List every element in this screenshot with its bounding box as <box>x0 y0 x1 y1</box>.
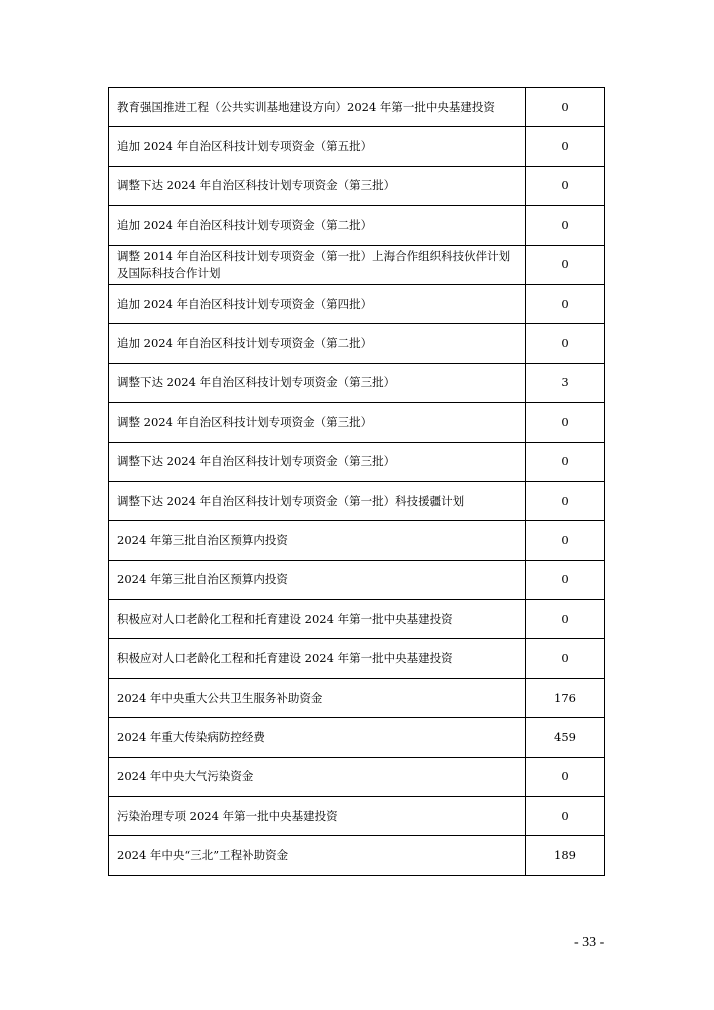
funding-item-name: 调整 2024 年自治区科技计划专项资金（第三批） <box>109 403 526 442</box>
funding-item-name: 追加 2024 年自治区科技计划专项资金（第二批） <box>109 206 526 245</box>
funding-item-name: 调整下达 2024 年自治区科技计划专项资金（第三批） <box>109 442 526 481</box>
funding-item-name: 调整下达 2024 年自治区科技计划专项资金（第三批） <box>109 363 526 402</box>
table-row <box>109 166 605 205</box>
table-row <box>109 324 605 363</box>
table-row <box>109 245 605 284</box>
funding-amount: 459 <box>526 718 605 757</box>
funding-amount: 0 <box>526 127 605 166</box>
funding-amount: 0 <box>526 403 605 442</box>
funding-item-name: 2024 年中央“三北”工程补助资金 <box>109 836 526 875</box>
funding-amount: 0 <box>526 206 605 245</box>
funding-item-name: 2024 年第三批自治区预算内投资 <box>109 521 526 560</box>
funding-amount: 3 <box>526 363 605 402</box>
funding-amount: 0 <box>526 757 605 796</box>
funding-item-name: 调整下达 2024 年自治区科技计划专项资金（第三批） <box>109 166 526 205</box>
funding-item-name: 积极应对人口老龄化工程和托育建设 2024 年第一批中央基建投资 <box>109 639 526 678</box>
funding-amount: 0 <box>526 600 605 639</box>
funding-item-name: 教育强国推进工程（公共实训基地建设方向）2024 年第一批中央基建投资 <box>109 88 526 127</box>
table-row <box>109 442 605 481</box>
funding-item-name: 2024 年重大传染病防控经费 <box>109 718 526 757</box>
table-row <box>109 206 605 245</box>
funding-item-name: 追加 2024 年自治区科技计划专项资金（第五批） <box>109 127 526 166</box>
table-row <box>109 363 605 402</box>
funding-item-name: 追加 2024 年自治区科技计划专项资金（第四批） <box>109 284 526 323</box>
funding-amount: 0 <box>526 521 605 560</box>
funding-amount: 0 <box>526 639 605 678</box>
table-row <box>109 481 605 520</box>
table-row <box>109 678 605 717</box>
table-row <box>109 718 605 757</box>
table-row <box>109 797 605 836</box>
funding-amount: 0 <box>526 481 605 520</box>
funding-item-name: 2024 年中央重大公共卫生服务补助资金 <box>109 678 526 717</box>
page-number: - 33 - <box>574 935 605 950</box>
funding-table <box>108 87 605 876</box>
funding-amount: 189 <box>526 836 605 875</box>
table-row <box>109 521 605 560</box>
funding-item-name: 追加 2024 年自治区科技计划专项资金（第二批） <box>109 324 526 363</box>
funding-item-name: 积极应对人口老龄化工程和托育建设 2024 年第一批中央基建投资 <box>109 600 526 639</box>
funding-amount: 176 <box>526 678 605 717</box>
funding-item-name: 调整下达 2024 年自治区科技计划专项资金（第一批）科技援疆计划 <box>109 481 526 520</box>
table-row <box>109 639 605 678</box>
table-row <box>109 127 605 166</box>
table-row <box>109 560 605 599</box>
table-row <box>109 600 605 639</box>
funding-amount: 0 <box>526 245 605 284</box>
funding-amount: 0 <box>526 88 605 127</box>
funding-amount: 0 <box>526 442 605 481</box>
funding-table-body <box>109 88 605 876</box>
funding-item-name: 调整 2014 年自治区科技计划专项资金（第一批）上海合作组织科技伙伴计划及国际科技合作计划 <box>109 245 526 284</box>
funding-amount: 0 <box>526 284 605 323</box>
table-row <box>109 88 605 127</box>
table-row <box>109 284 605 323</box>
funding-item-name: 污染治理专项 2024 年第一批中央基建投资 <box>109 797 526 836</box>
funding-amount: 0 <box>526 797 605 836</box>
table-row <box>109 403 605 442</box>
table-row <box>109 836 605 875</box>
funding-amount: 0 <box>526 560 605 599</box>
funding-amount: 0 <box>526 166 605 205</box>
funding-item-name: 2024 年第三批自治区预算内投资 <box>109 560 526 599</box>
funding-item-name: 2024 年中央大气污染资金 <box>109 757 526 796</box>
funding-amount: 0 <box>526 324 605 363</box>
table-row <box>109 757 605 796</box>
